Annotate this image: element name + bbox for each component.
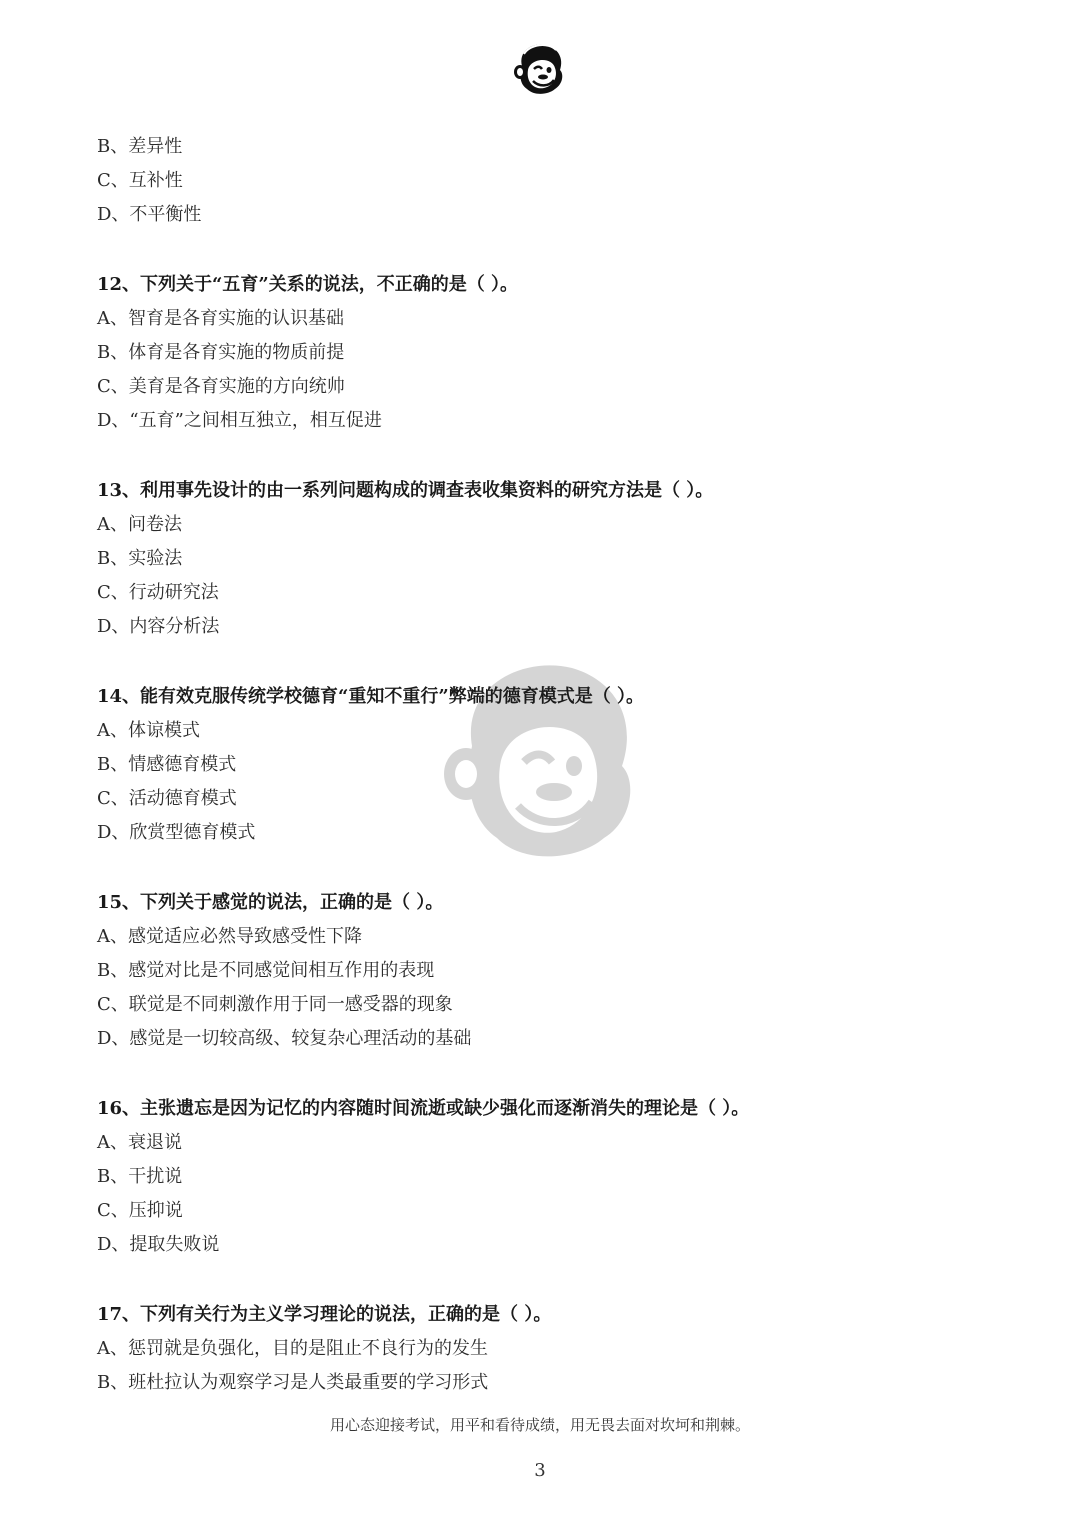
question-title: 17、下列有关行为主义学习理论的说法，正确的是（ ）。 — [97, 1304, 552, 1325]
footer-motto: 用心态迎接考试，用平和看待成绩，用无畏去面对坎坷和荆棘。 — [329, 1416, 750, 1434]
option-a: A、惩罚就是负强化，目的是阻止不良行为的发生 — [97, 1338, 488, 1359]
option-c: C、行动研究法 — [97, 582, 219, 603]
option-b: B、班杜拉认为观察学习是人类最重要的学习形式 — [97, 1372, 489, 1393]
option-d: D、提取失败说 — [97, 1234, 220, 1255]
question-title: 14、能有效克服传统学校德育“重知不重行”弊端的德育模式是（ ）。 — [97, 686, 645, 707]
option-a: A、体谅模式 — [97, 720, 200, 741]
question-title: 12、下列关于“五育”关系的说法，不正确的是（ ）。 — [97, 274, 519, 295]
option-d: D、不平衡性 — [97, 204, 202, 225]
question-block-12 — [97, 268, 997, 438]
option-c: C、压抑说 — [97, 1200, 183, 1221]
question-block-16 — [97, 1092, 997, 1262]
option-a: A、问卷法 — [97, 514, 182, 535]
page-number: 3 — [534, 1460, 546, 1481]
option-a: A、感觉适应必然导致感受性下降 — [97, 926, 362, 947]
option-d: D、“五育”之间相互独立，相互促进 — [97, 410, 382, 431]
question-title: 16、主张遗忘是因为记忆的内容随时间流逝或缺少强化而逐渐消失的理论是（ ）。 — [97, 1098, 750, 1119]
option-b: B、干扰说 — [97, 1166, 183, 1187]
option-b: B、感觉对比是不同感觉间相互作用的表现 — [97, 960, 435, 981]
question-block-11 — [97, 130, 997, 232]
question-block-13 — [97, 474, 997, 644]
option-c: C、互补性 — [97, 170, 183, 191]
question-block-15 — [97, 886, 997, 1056]
question-block-17 — [97, 1298, 997, 1400]
option-d: D、内容分析法 — [97, 616, 220, 637]
question-title: 15、下列关于感觉的说法，正确的是（ ）。 — [97, 892, 444, 913]
option-b: B、差异性 — [97, 136, 183, 157]
option-a: A、智育是各育实施的认识基础 — [97, 308, 344, 329]
option-c: C、活动德育模式 — [97, 788, 237, 809]
question-title: 13、利用事先设计的由一系列问题构成的调查表收集资料的研究方法是（ ）。 — [97, 480, 714, 501]
option-d: D、欣赏型德育模式 — [97, 822, 256, 843]
exam-content — [97, 130, 997, 1400]
option-a: A、衰退说 — [97, 1132, 182, 1153]
option-c: C、联觉是不同刺激作用于同一感受器的现象 — [97, 994, 453, 1015]
option-b: B、实验法 — [97, 548, 183, 569]
monkey-mascot-icon — [508, 40, 568, 98]
question-block-14 — [97, 680, 997, 850]
option-b: B、情感德育模式 — [97, 754, 237, 775]
option-b: B、体育是各育实施的物质前提 — [97, 342, 345, 363]
option-d: D、感觉是一切较高级、较复杂心理活动的基础 — [97, 1028, 472, 1049]
option-c: C、美育是各育实施的方向统帅 — [97, 376, 345, 397]
